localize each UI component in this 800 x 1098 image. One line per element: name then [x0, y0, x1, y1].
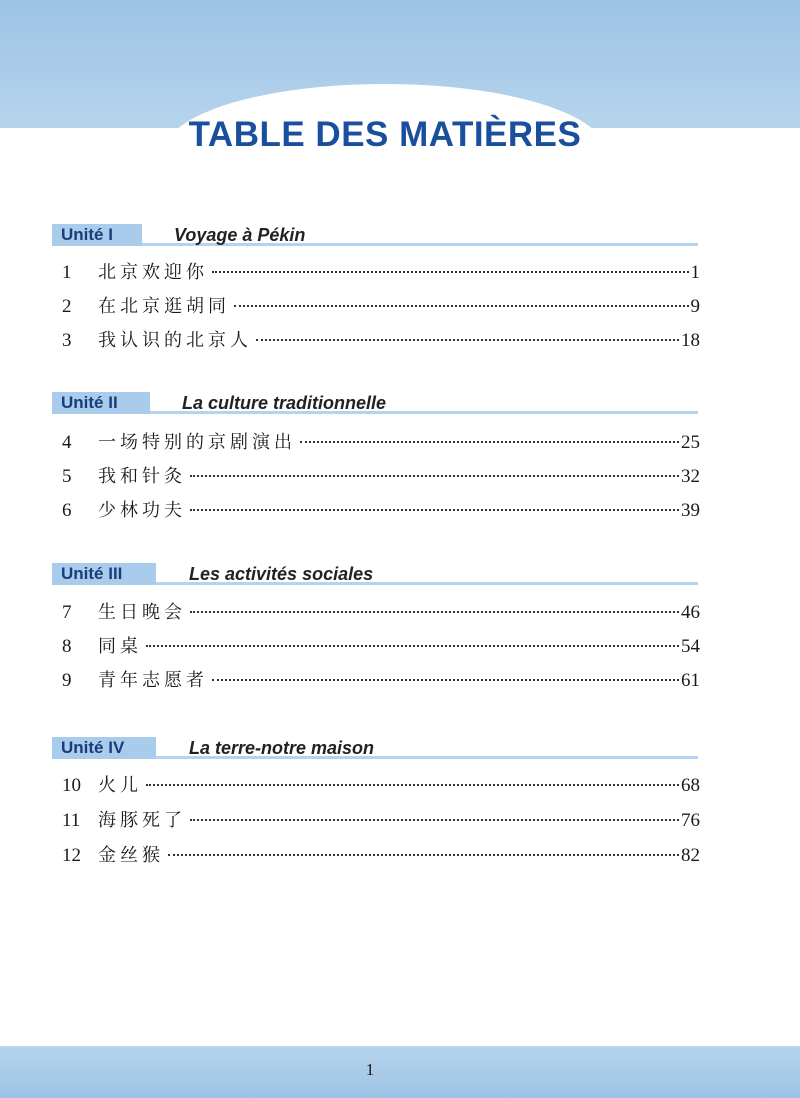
lesson-page: 61 — [681, 670, 700, 691]
lesson-page: 18 — [681, 330, 700, 351]
lesson-title: 青年志愿者 — [98, 670, 208, 691]
toc-entry-7[interactable] — [62, 598, 700, 626]
lesson-title: 海豚死了 — [98, 810, 186, 831]
lesson-number: 7 — [62, 602, 72, 623]
lesson-number: 2 — [62, 296, 72, 317]
dot-leader — [168, 854, 679, 856]
lesson-title: 金丝猴 — [98, 845, 164, 866]
lesson-page: 76 — [681, 810, 700, 831]
unit-label: Unité III — [61, 564, 123, 583]
toc-entry-10[interactable] — [62, 771, 700, 799]
lesson-number: 1 — [62, 262, 72, 283]
lesson-number: 10 — [62, 775, 81, 796]
unit-header-4 — [52, 737, 698, 759]
lesson-number: 12 — [62, 845, 81, 866]
lesson-page: 9 — [690, 296, 700, 317]
dot-leader — [234, 305, 689, 307]
unit-label: Unité IV — [61, 738, 125, 757]
lesson-title: 生日晚会 — [98, 602, 186, 623]
toc-entry-8[interactable] — [62, 632, 700, 660]
lesson-title: 我和针灸 — [98, 466, 186, 487]
title-arc-background — [165, 84, 605, 244]
toc-entry-9[interactable] — [62, 666, 700, 694]
unit-title: La terre-notre maison — [189, 738, 375, 758]
dot-leader — [300, 441, 679, 443]
unit-title: Les activités sociales — [189, 564, 374, 584]
lesson-number: 3 — [62, 330, 72, 351]
dot-leader — [190, 475, 679, 477]
lesson-page: 82 — [681, 845, 700, 866]
page-number: 1 — [365, 1060, 375, 1079]
unit-title: Voyage à Pékin — [174, 225, 306, 245]
dot-leader — [190, 611, 679, 613]
toc-entry-6[interactable] — [62, 496, 700, 524]
lesson-title: 一场特别的京剧演出 — [98, 432, 296, 453]
lesson-page: 54 — [681, 636, 700, 657]
toc-entry-5[interactable] — [62, 462, 700, 490]
lesson-title: 同桌 — [98, 636, 142, 657]
page-title: TABLE DES MATIÈRES — [188, 115, 582, 154]
unit-header-rule — [52, 243, 698, 246]
toc-entry-12[interactable] — [62, 841, 700, 869]
lesson-number: 5 — [62, 466, 72, 487]
lesson-page: 32 — [681, 466, 700, 487]
dot-leader — [212, 271, 689, 273]
lesson-number: 6 — [62, 500, 72, 521]
lesson-page: 39 — [681, 500, 700, 521]
lesson-number: 9 — [62, 670, 72, 691]
unit-header-3 — [52, 563, 698, 585]
toc-entry-1[interactable] — [62, 258, 700, 286]
lesson-title: 北京欢迎你 — [98, 262, 208, 283]
lesson-title: 在北京逛胡同 — [98, 296, 230, 317]
dot-leader — [146, 784, 679, 786]
lesson-title: 我认识的北京人 — [98, 330, 252, 351]
lesson-page: 1 — [690, 262, 700, 283]
toc-entry-11[interactable] — [62, 806, 700, 834]
lesson-number: 11 — [62, 810, 81, 831]
lesson-number: 8 — [62, 636, 72, 657]
lesson-number: 4 — [62, 432, 72, 453]
lesson-title: 少林功夫 — [98, 500, 186, 521]
toc-entry-4[interactable] — [62, 428, 700, 456]
dot-leader — [146, 645, 679, 647]
lesson-page: 25 — [681, 432, 700, 453]
unit-title: La culture traditionnelle — [182, 393, 387, 413]
toc-entry-2[interactable] — [62, 292, 700, 320]
dot-leader — [256, 339, 679, 341]
lesson-title: 火儿 — [98, 775, 142, 796]
dot-leader — [190, 509, 679, 511]
unit-header-2 — [52, 392, 698, 414]
toc-entry-3[interactable] — [62, 326, 700, 354]
lesson-page: 46 — [681, 602, 700, 623]
unit-header-1 — [52, 224, 698, 246]
lesson-page: 68 — [681, 775, 700, 796]
unit-label: Unité I — [61, 225, 113, 244]
unit-label: Unité II — [61, 393, 118, 412]
dot-leader — [190, 819, 679, 821]
dot-leader — [212, 679, 679, 681]
